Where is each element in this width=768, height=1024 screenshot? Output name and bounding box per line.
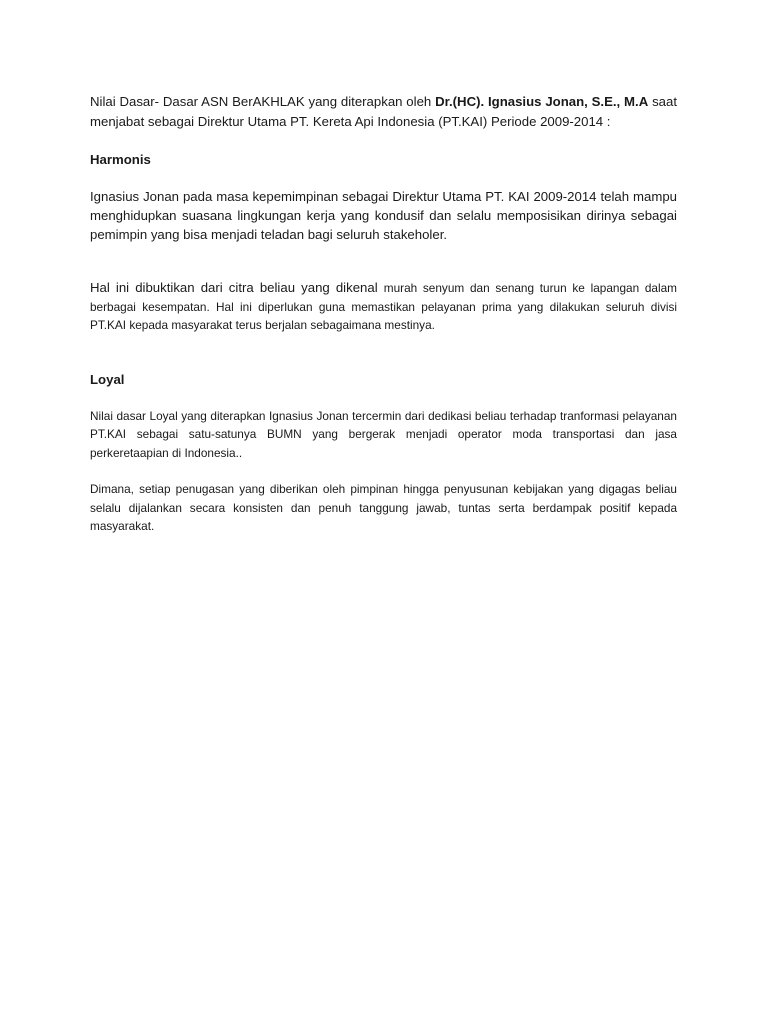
section-heading-harmonis: Harmonis [90, 152, 151, 167]
loyal-paragraph-1: Nilai dasar Loyal yang diterapkan Ignasius Jonan tercermin dari dedikasi beliau terhadap tranformasi pelayanan PT.KAI sebagai satu-satunya BUMN yang bergerak menjadi operator moda transportasi dan jasa perkeretaapian di Indonesia.. [90, 408, 677, 460]
document-page [90, 92, 677, 536]
harmonis-paragraph-1: Ignasius Jonan pada masa kepemimpinan sebagai Direktur Utama PT. KAI 2009-2014 telah mampu menghidupkan suasana lingkungan kerja yang kondusif dan selalu memposisikan dirinya sebagai pemimpin yang bisa menjadi teladan bagi seluruh stakeholer. [90, 189, 677, 242]
intro-text-prefix: Nilai Dasar- Dasar ASN BerAKHLAK yang diterapkan oleh [90, 94, 436, 109]
intro-person-name: Dr.(HC). Ignasius Jonan, S.E., M.A [435, 94, 649, 109]
intro-text-suffix: saat menjabat sebagai Direktur Utama PT. Kereta Api Indonesia (PT.KAI) Periode 2009-2014 : [90, 94, 677, 129]
loyal-paragraph-2: Dimana, setiap penugasan yang diberikan oleh pimpinan hingga penyusunan kebijakan yang digagas beliau selalu dijalankan secara konsisten dan penuh tanggung jawab, tuntas serta berdampak positif kepada masyarakat. [90, 482, 677, 533]
section-heading-loyal: Loyal [90, 371, 125, 387]
intro-paragraph [90, 92, 677, 132]
harmonis-paragraph-2 [90, 279, 677, 335]
harmonis-paragraph-2-rest: murah senyum dan senang turun ke lapangan dalam berbagai kesempatan. Hal ini diperlukan guna memastikan pelayanan prima yang dilakukan seluruh divisi PT.KAI kepada masyarakat terus berjalan sebagaimana mestinya. [90, 281, 677, 332]
harmonis-paragraph-2-lead: Hal ini dibuktikan dari citra beliau yang dikenal [90, 280, 384, 295]
